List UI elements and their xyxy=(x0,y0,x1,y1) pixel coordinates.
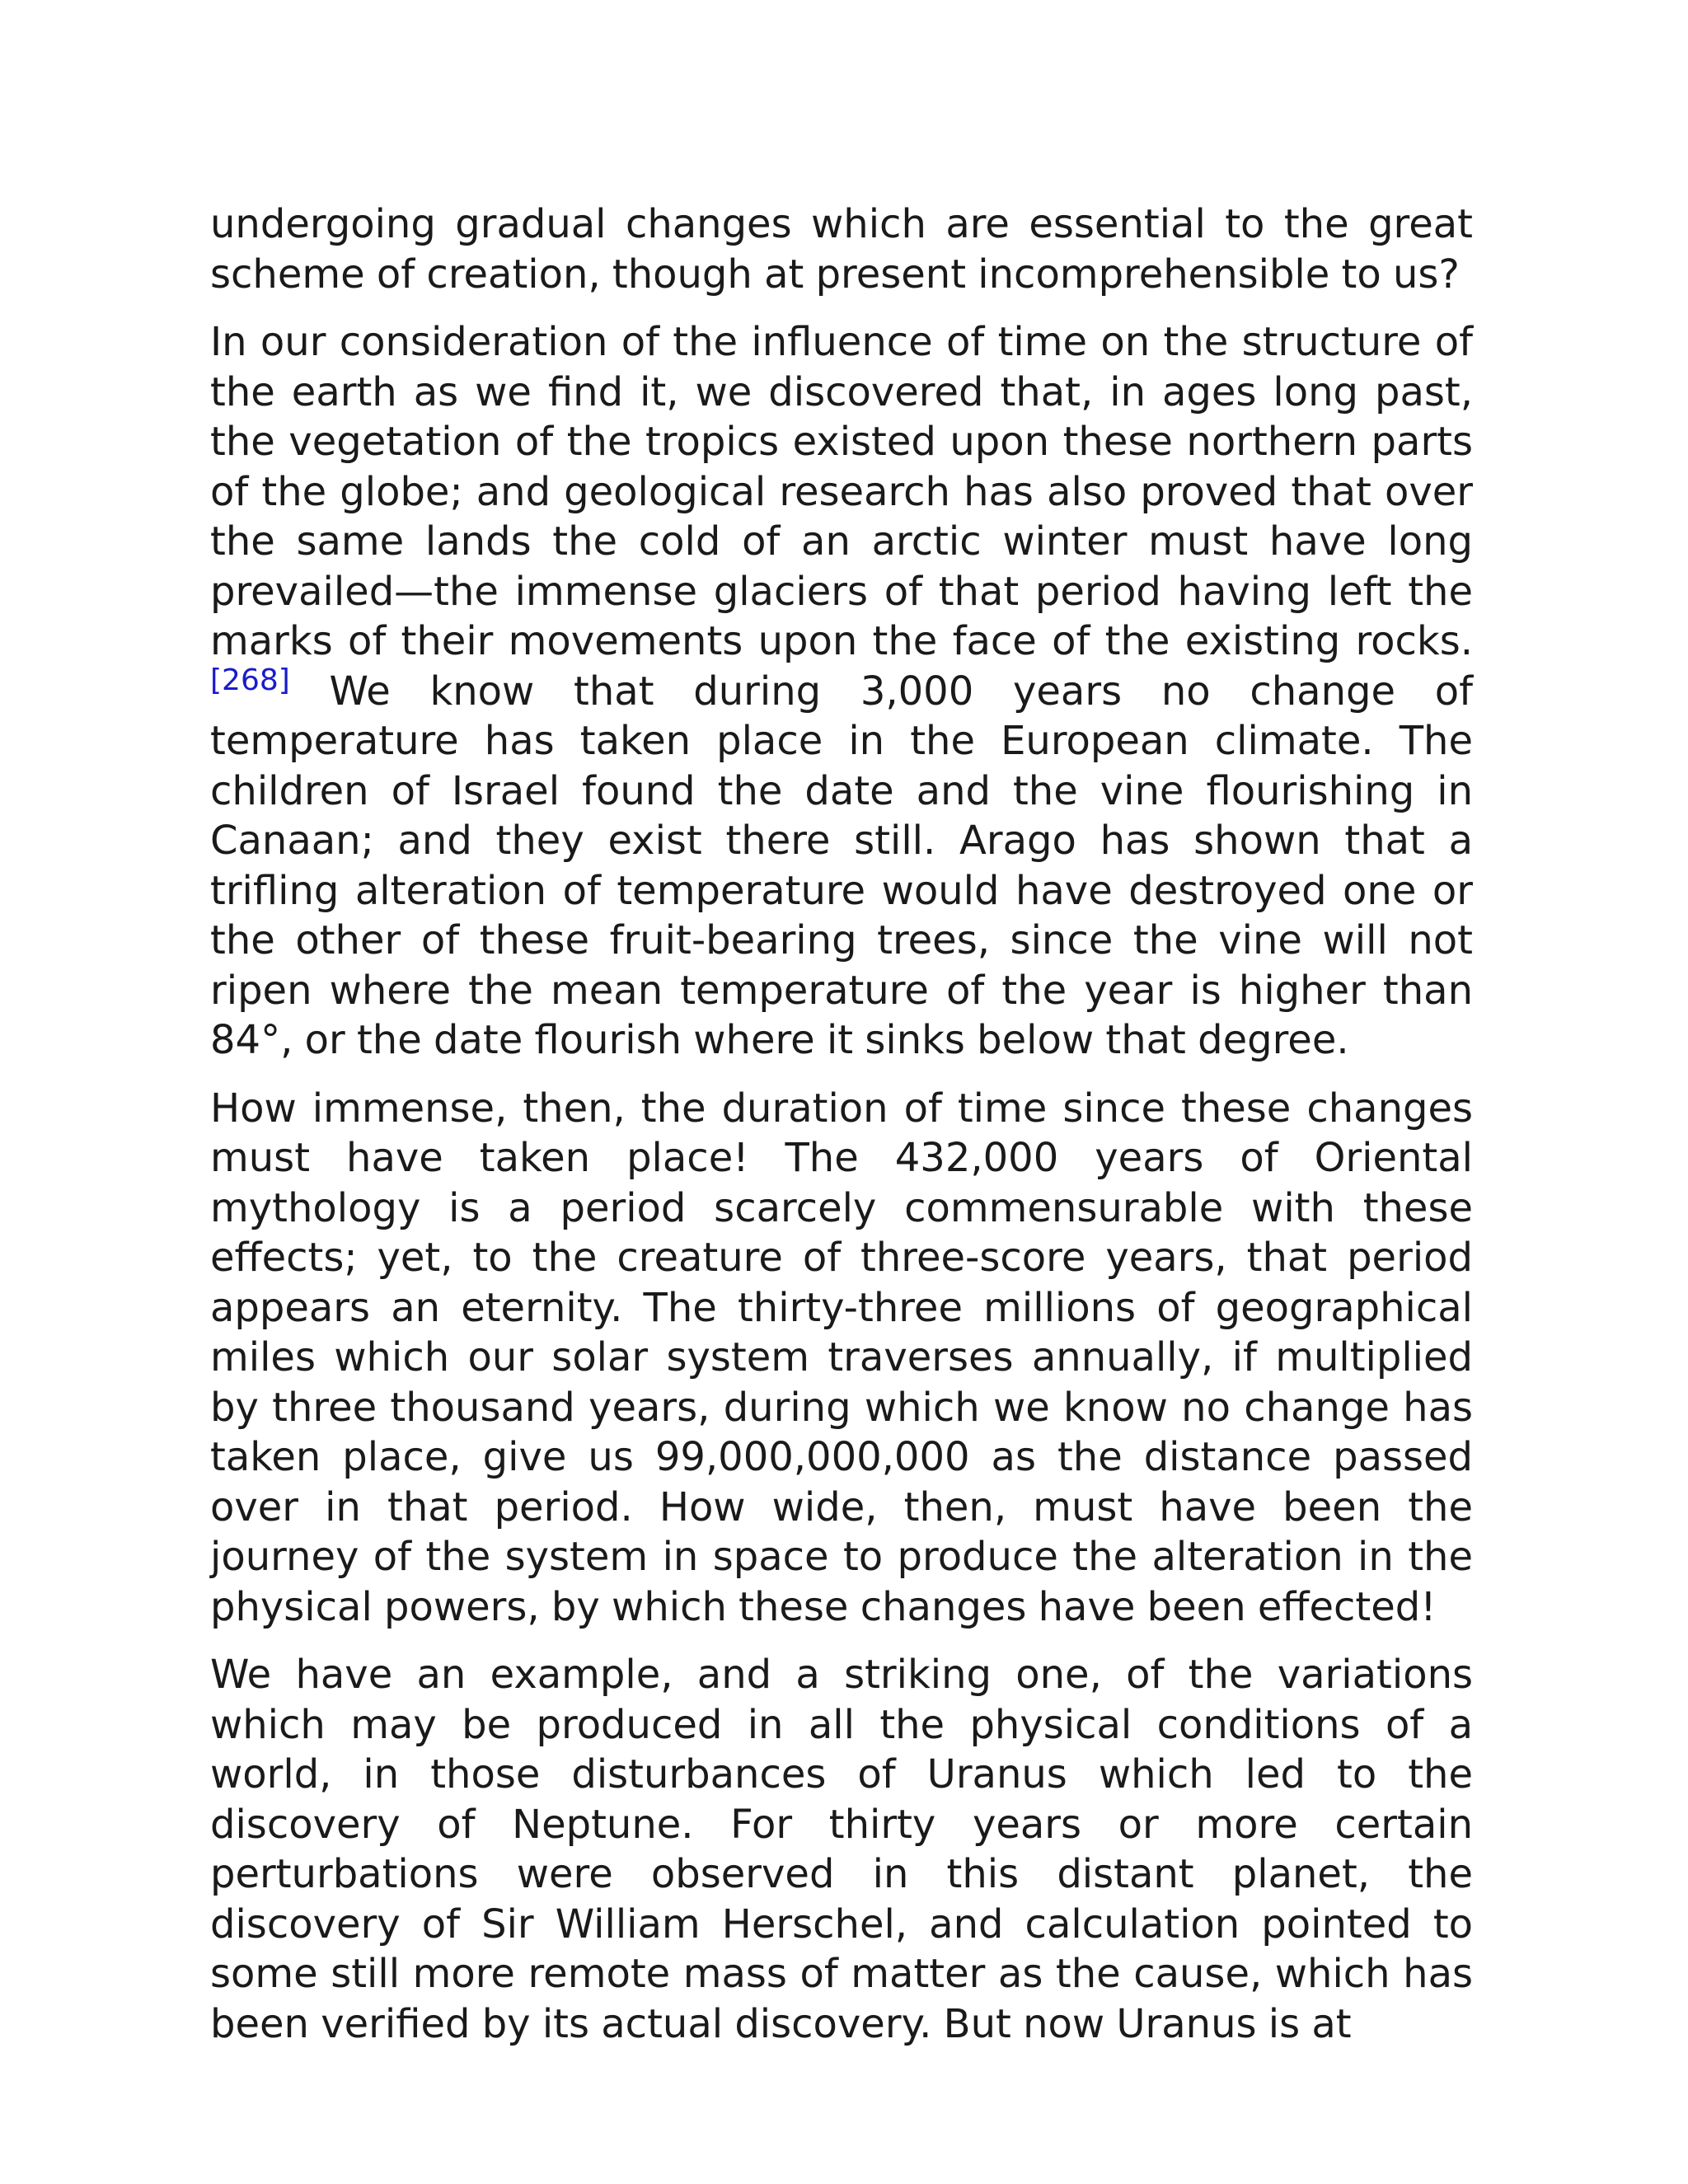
paragraph-2-text-before: In our consideration of the influence of time on the structure of the earth as we find it, we discovered that, in ages long past, the vegetation of the tropics existed upon these northern parts of the globe; and geological research has also proved that over the same lands the cold of an arctic winter must have long prevailed—the immense glaciers of that period having left the marks of their movements upon the face of the existing rocks. xyxy=(210,319,1473,664)
paragraph-3: How immense, then, the duration of time since these changes must have taken place! The 432,000 years of Oriental mythology is a period scarcely commensurable with these effects; yet, to the creature of three-score years, that period appears an eternity. The thirty-three millions of geographical miles which our solar system traverses annually, if multiplied by three thousand years, during which we know no change has taken place, give us 99,000,000,000 as the distance passed over in that period. How wide, then, must have been the journey of the system in space to produce the alteration in the physical powers, by which these changes have been effected! xyxy=(210,1085,1473,1630)
paragraph-1: undergoing gradual changes which are essential to the great scheme of creation, though at present incomprehensible to us? xyxy=(210,201,1473,298)
page-body xyxy=(210,199,1473,2067)
paragraph-4: We have an example, and a striking one, of the variations which may be produced in all the physical conditions of a world, in those disturbances of Uranus which led to the discovery of Neptune. For thirty years or more certain perturbations were observed in this distant planet, the discovery of Sir William Herschel, and calculation pointed to some still more remote mass of matter as the cause, which has been verified by its actual discovery. But now Uranus is at xyxy=(210,1652,1473,2047)
paragraph-2-text-after: We know that during 3,000 years no change of temperature has taken place in the European climate. The children of Israel found the date and the vine flourishing in Canaan; and they exist there still. Arago has shown that a trifling alteration of temperature would have destroyed one or the other of these fruit-bearing trees, since the vine will not ripen where the mean temperature of the year is higher than 84°, or the date flourish where it sinks below that degree. xyxy=(210,668,1473,1063)
footnote-link-268[interactable]: [268] xyxy=(210,663,290,697)
paragraph-2 xyxy=(210,317,1473,1066)
